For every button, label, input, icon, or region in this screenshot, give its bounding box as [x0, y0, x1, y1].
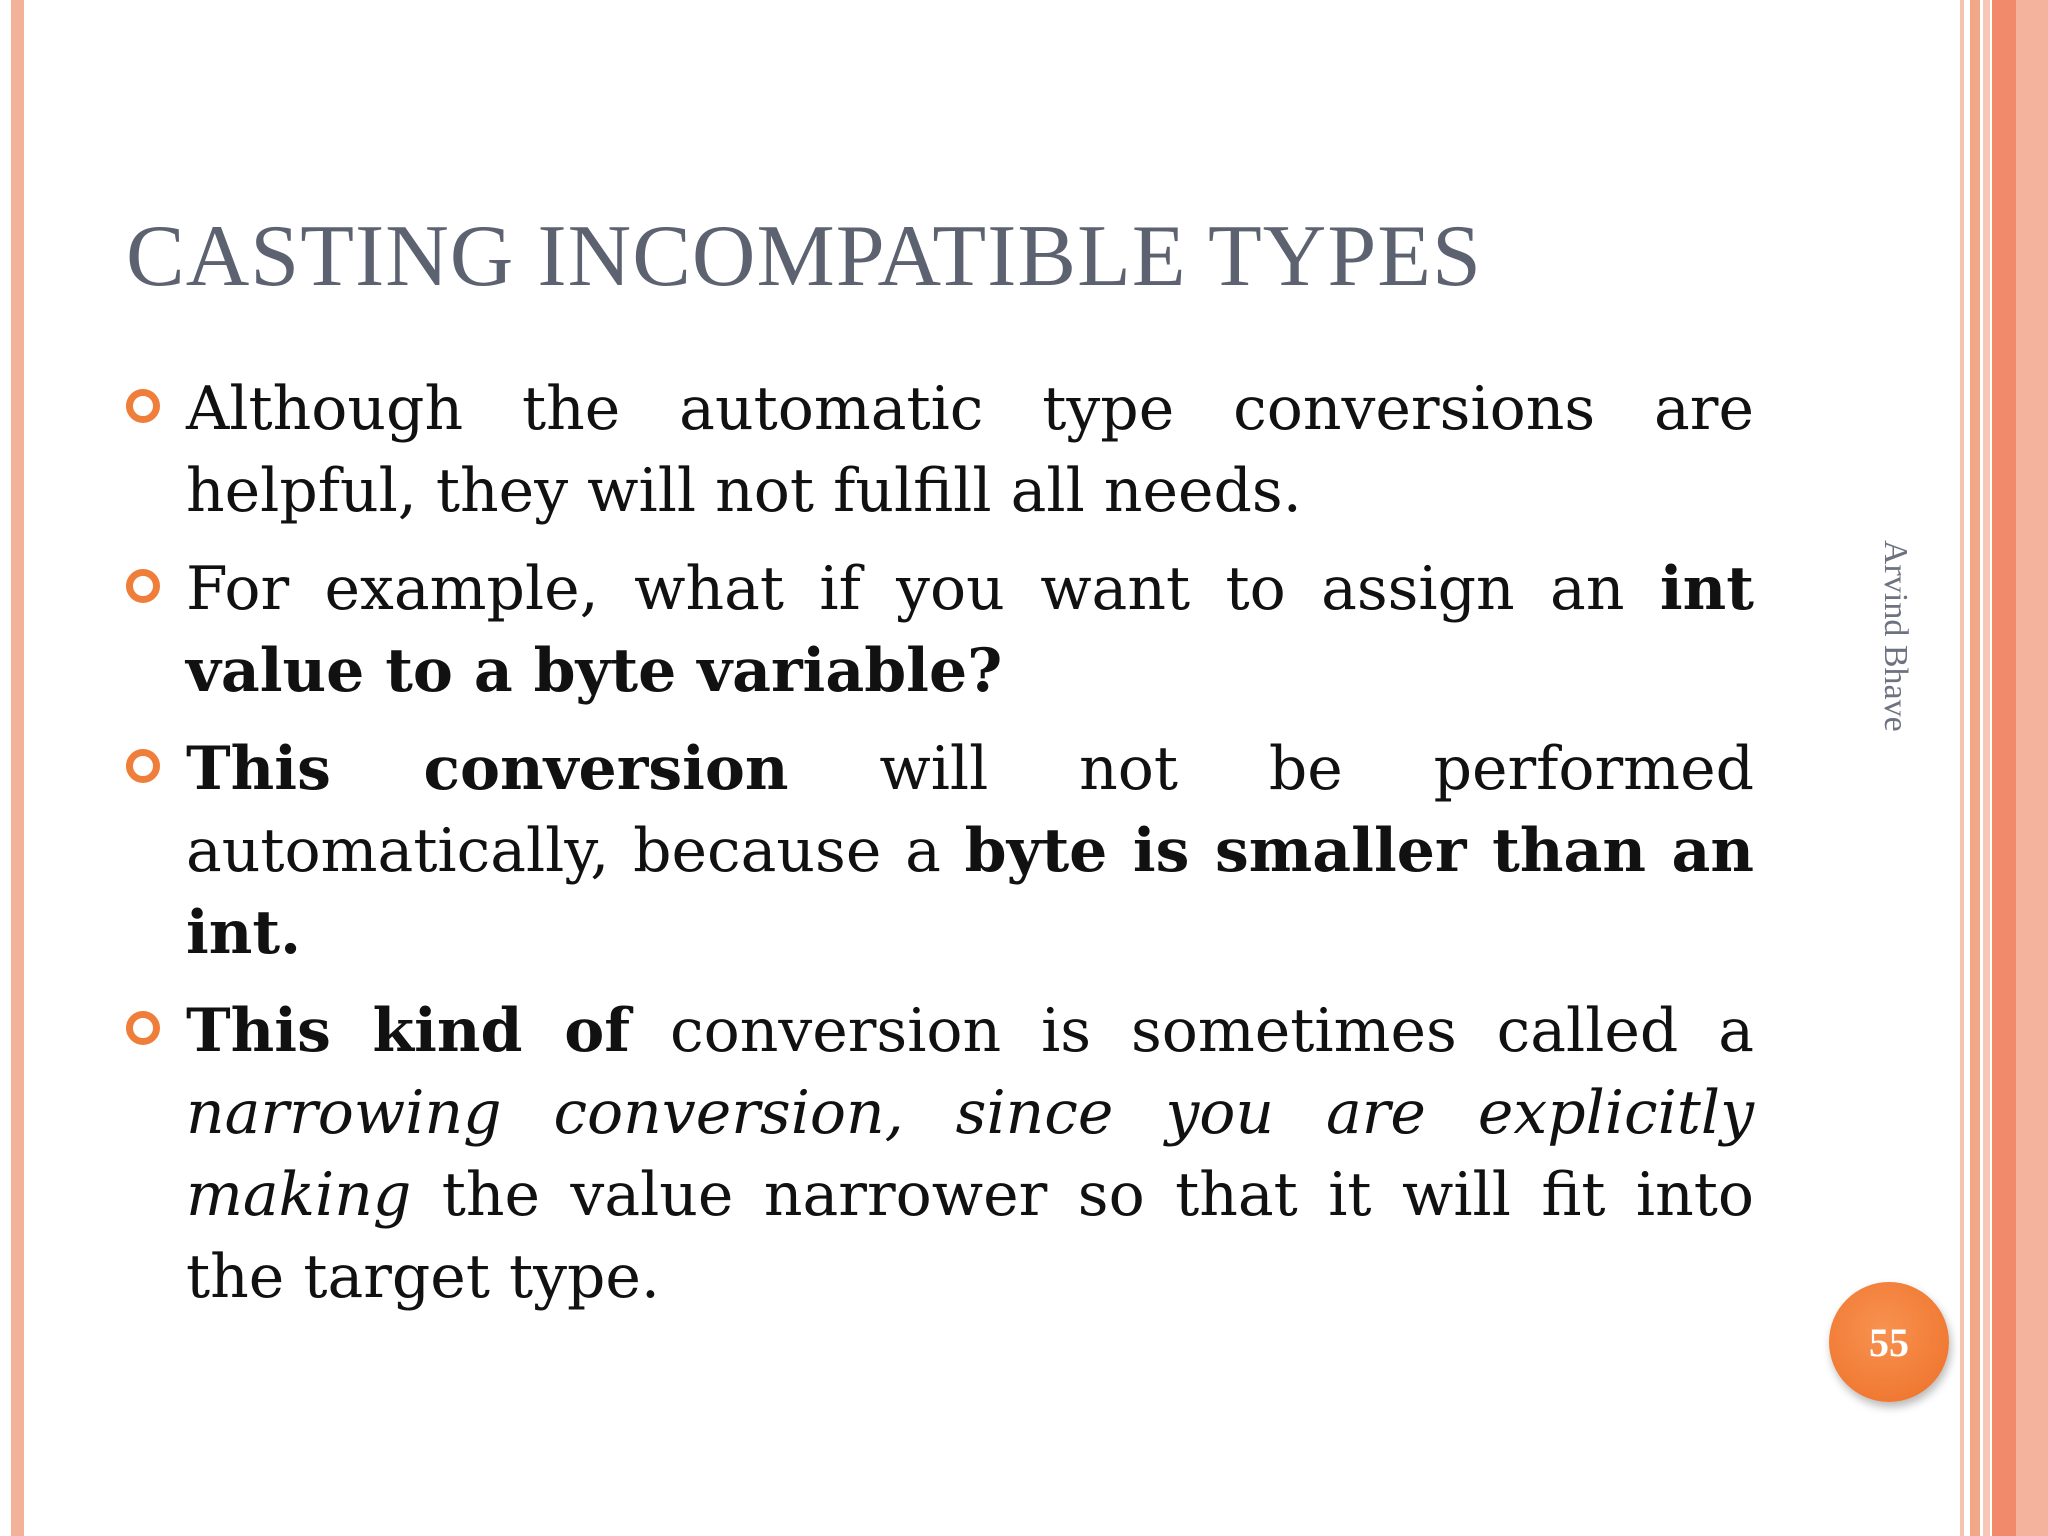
bold-text-segment: byte is smaller than an int. [186, 816, 1755, 968]
text-segment: will not be performed automatically, because a [186, 734, 1754, 886]
bullet-text [186, 548, 1754, 712]
bullet-item [126, 728, 1754, 974]
bullet-item [126, 548, 1754, 712]
bullet-text [186, 368, 1754, 532]
bullet-item [126, 990, 1754, 1318]
bold-text-segment: This conversion [186, 734, 789, 804]
bold-text-segment: This kind of [186, 996, 631, 1066]
bullet-text [186, 728, 1754, 974]
bullet-text [186, 990, 1754, 1318]
right-border-stripe [1960, 0, 1964, 1536]
bullet-item [126, 368, 1754, 532]
ring-bullet-icon [126, 1011, 160, 1045]
ring-bullet-icon [126, 569, 160, 603]
ring-bullet-icon [126, 389, 160, 423]
page-number-badge: 55 [1829, 1282, 1949, 1402]
right-border-stripe [1983, 0, 1990, 1536]
author-name: Arvind Bhave [1877, 540, 1914, 732]
bold-text-segment: int value to a byte variable? [186, 554, 1754, 706]
text-segment: For example, what if you want to assign an [186, 554, 1660, 624]
right-border-stripe [1992, 0, 2016, 1536]
ring-bullet-icon [126, 749, 160, 783]
text-segment: conversion is sometimes called a [630, 996, 1754, 1066]
italic-text-segment: narrowing conversion, since you are explicitly making [186, 1078, 1754, 1230]
right-border-stripe [1970, 0, 1980, 1536]
bullet-list [126, 368, 1754, 1334]
right-border-stripe [2016, 0, 2048, 1536]
text-segment: Although the automatic type conversions are helpful, they will not fulfill all needs. [186, 374, 1754, 526]
text-segment: the value narrower so that it will fit into the target type. [186, 1160, 1754, 1312]
slide-title: CASTING INCOMPATIBLE TYPES [126, 208, 1482, 305]
left-border-stripe [11, 0, 24, 1536]
